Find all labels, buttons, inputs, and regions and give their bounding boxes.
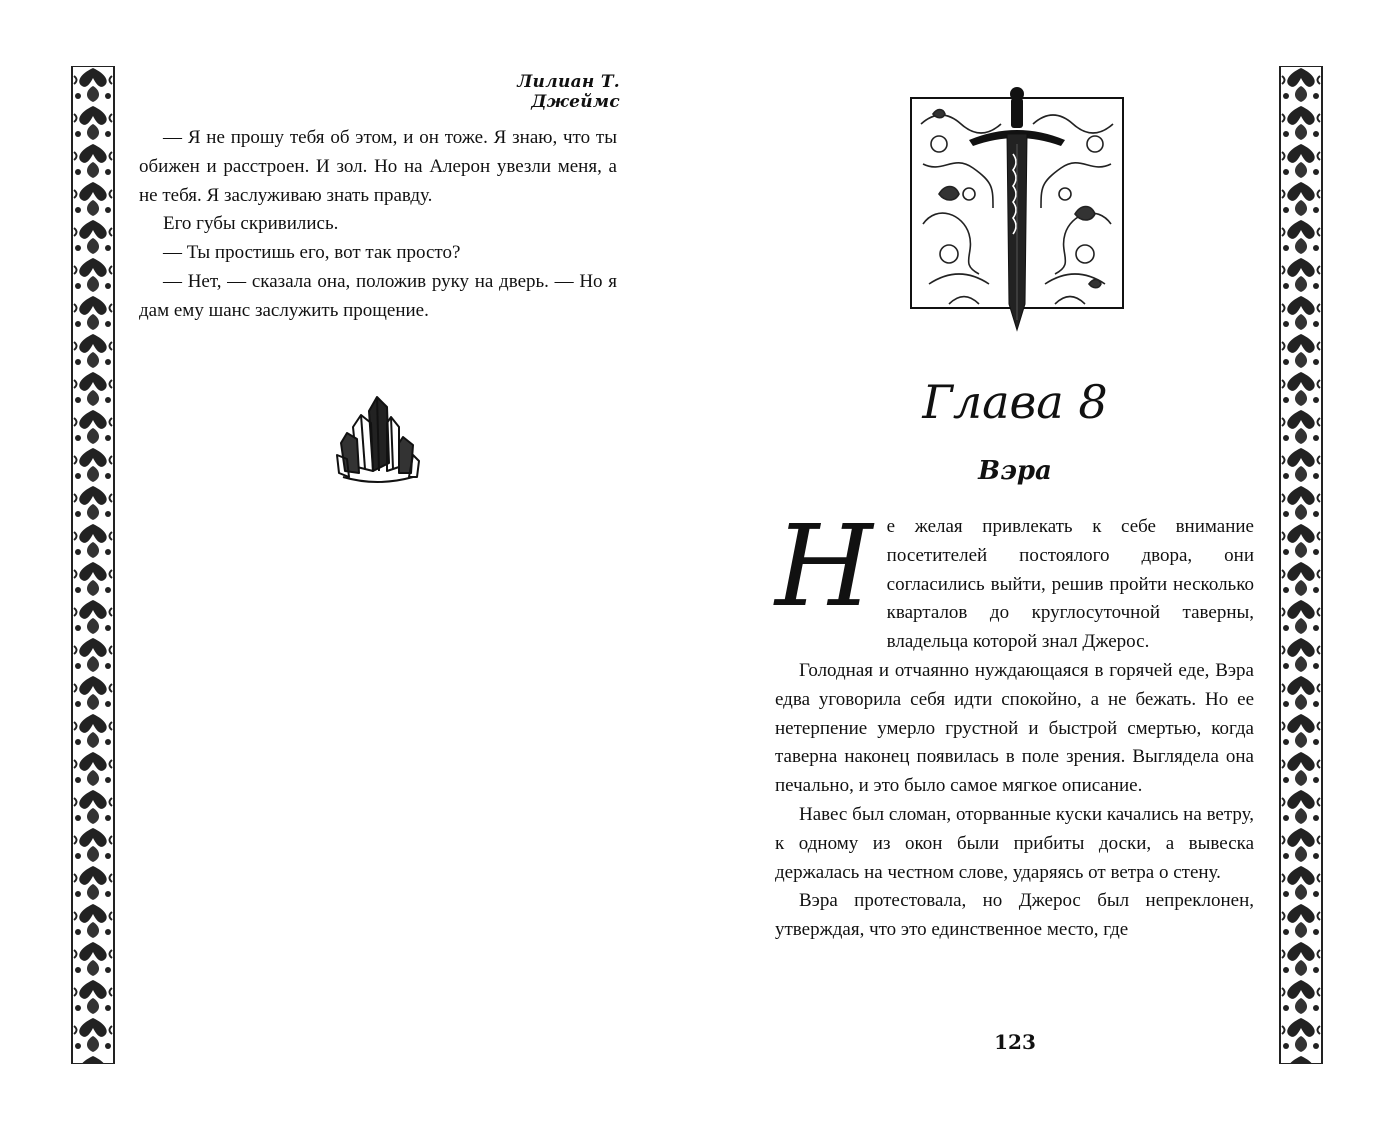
paragraph-text: е желая привлекать к себе внимание посетителей постоялого двора, они согласились выйти, решив пройти несколько кварталов до круглосуточной таверны, владельца которой знал Джерос. [886, 516, 1254, 653]
chapter-title: Глава 8 [922, 375, 1108, 429]
crystal-icon [333, 393, 421, 489]
paragraph: Навес был сломан, оторванные куски качались на ветру, к одному из окон были прибиты доски, а вывеска держалась на честном слове, ударяясь от ветра о стену. [775, 803, 1254, 883]
chapter-subtitle: Вэра [978, 456, 1052, 486]
left-floral-border [70, 66, 116, 1064]
running-head-author: Лилиан Т. Джеймс [517, 72, 620, 112]
right-floral-border [1278, 66, 1324, 1064]
paragraph [775, 502, 1254, 657]
page-number: 123 [994, 1030, 1036, 1054]
paragraph: Голодная и отчаянно нуждающаяся в горячей еде, Вэра едва уговорила себя идти спокойно, а не бежать. Но ее нетерпение умерло грустной и быстрой смертью, когда таверна наконец появилась в поле зрения. Выглядела она печально, и это было самое мягкое описание. [775, 659, 1254, 797]
paragraph: — Ты простишь его, вот так просто? [163, 242, 461, 264]
floral-border-icon [70, 66, 116, 1064]
paragraph: Его губы скривились. [163, 213, 339, 235]
paragraph: Вэра протестовала, но Джерос был непреклонен, утверждая, что это единственное место, где [775, 890, 1254, 941]
sword-icon [909, 84, 1125, 334]
paragraph: — Нет, — сказала она, положив руку на дверь. — Но я дам ему шанс заслужить прощение. [139, 270, 617, 321]
drop-cap: Н [775, 502, 873, 632]
right-page-body [775, 502, 1254, 945]
left-page-body [139, 124, 617, 326]
floral-border-icon [1278, 66, 1324, 1064]
paragraph: — Я не прошу тебя об этом, и он тоже. Я знаю, что ты обижен и расстроен. И зол. Но на Алерон увезли меня, а не тебя. Я заслуживаю знать правду. [139, 127, 617, 206]
